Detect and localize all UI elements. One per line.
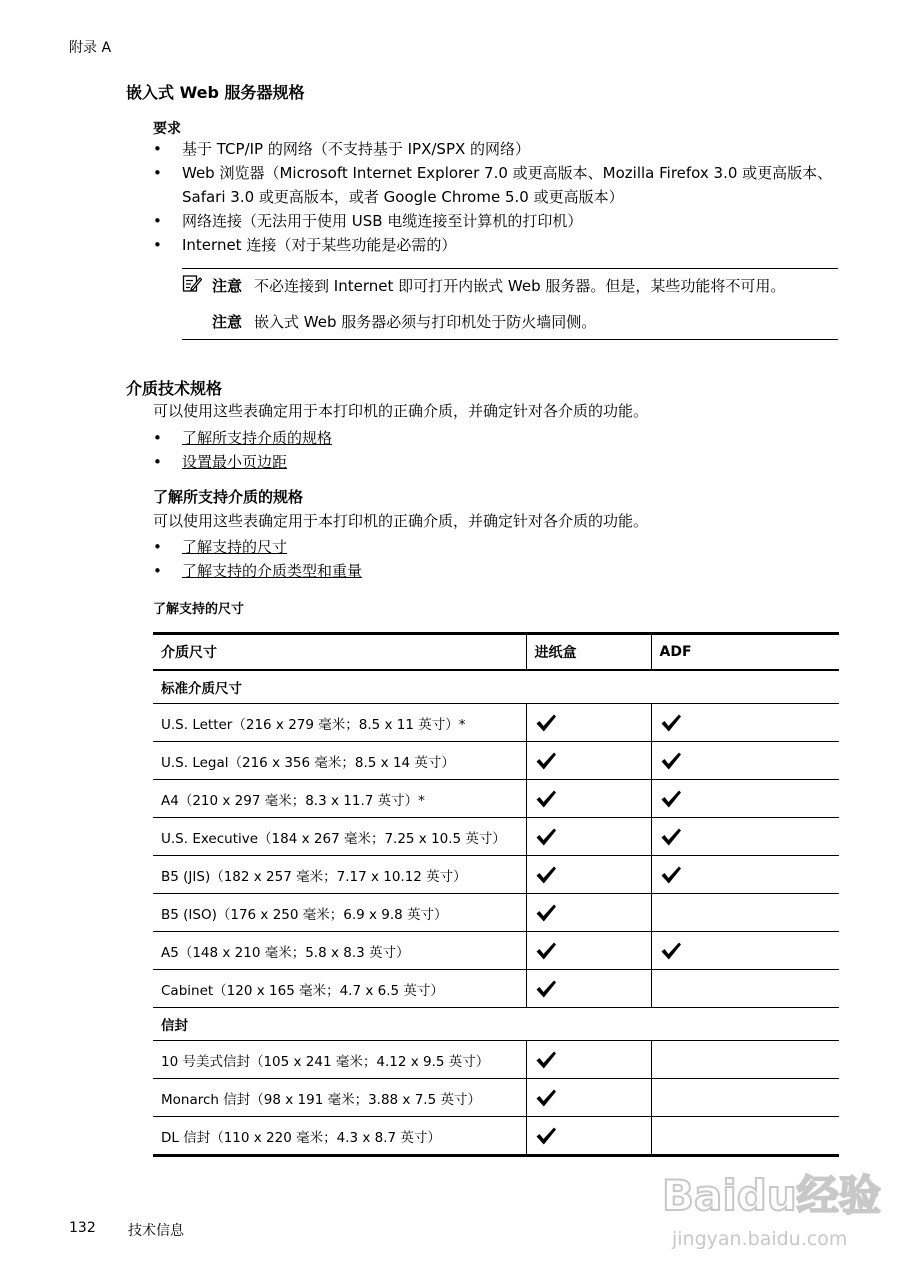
adf-cell xyxy=(651,894,839,932)
adf-cell xyxy=(651,704,839,742)
requirements-heading: 要求 xyxy=(153,121,181,137)
section-label: 信封 xyxy=(153,1008,839,1041)
checkmark-icon xyxy=(535,865,557,885)
list-item: • 了解支持的介质类型和重量 xyxy=(153,562,363,580)
media-size-cell: B5 (JIS)（182 x 257 毫米；7.17 x 10.12 英寸） xyxy=(153,856,526,894)
media-spec-title: 介质技术规格 xyxy=(126,379,223,398)
media-spec-links xyxy=(153,426,332,474)
media-size-cell: A4（210 x 297 毫米；8.3 x 11.7 英寸）* xyxy=(153,780,526,818)
table-section-row xyxy=(153,1008,839,1041)
checkmark-icon xyxy=(660,941,682,961)
supported-media-links xyxy=(153,535,362,583)
checkmark-icon xyxy=(660,789,682,809)
list-item: • 网络连接（无法用于使用 USB 电缆连接至计算机的打印机） xyxy=(153,212,583,230)
watermark-brand: Baidu经验 xyxy=(662,1171,881,1220)
table-row xyxy=(153,856,839,894)
table-row xyxy=(153,894,839,932)
checkmark-icon xyxy=(535,789,557,809)
tray-cell xyxy=(526,932,651,970)
adf-cell xyxy=(651,742,839,780)
table-header-row xyxy=(153,634,839,671)
note-label: 注意 xyxy=(212,313,243,331)
supported-sizes-link[interactable]: 了解支持的尺寸 xyxy=(182,538,288,556)
adf-cell xyxy=(651,1041,839,1079)
note-2 xyxy=(182,305,838,339)
list-item: • 基于 TCP/IP 的网络（不支持基于 IPX/SPX 的网络） xyxy=(153,140,531,158)
note-text: 不必连接到 Internet 即可打开内嵌式 Web 服务器。但是，某些功能将不可用。 xyxy=(254,277,786,295)
tray-cell xyxy=(526,780,651,818)
baidu-watermark-logo xyxy=(650,1160,900,1260)
adf-cell xyxy=(651,856,839,894)
supported-media-link[interactable]: 了解所支持介质的规格 xyxy=(182,429,333,447)
tray-cell xyxy=(526,704,651,742)
tray-cell xyxy=(526,894,651,932)
sizes-heading: 了解支持的尺寸 xyxy=(153,602,245,617)
media-size-cell: DL 信封（110 x 220 毫米；4.3 x 8.7 英寸） xyxy=(153,1117,526,1156)
media-size-cell: A5（148 x 210 毫米；5.8 x 8.3 英寸） xyxy=(153,932,526,970)
checkmark-icon xyxy=(535,1050,557,1070)
supported-media-intro: 可以使用这些表确定用于本打印机的正确介质，并确定针对各介质的功能。 xyxy=(153,512,649,530)
tray-cell xyxy=(526,1041,651,1079)
adf-cell xyxy=(651,1079,839,1117)
adf-cell xyxy=(651,932,839,970)
checkmark-icon xyxy=(660,827,682,847)
checkmark-icon xyxy=(535,1088,557,1108)
section-label: 标准介质尺寸 xyxy=(153,670,839,704)
note-box xyxy=(182,268,838,340)
tray-cell xyxy=(526,1117,651,1156)
media-size-table xyxy=(153,632,839,1157)
tray-cell xyxy=(526,1079,651,1117)
requirements-list xyxy=(153,137,843,257)
list-item: • Web 浏览器（Microsoft Internet Explorer 7.0 或更高版本、Mozilla Firefox 3.0 或更高版本、Safari 3.0 或更高版本，或者 Google Chrome 5.0 或更高版本） xyxy=(153,164,833,206)
note-label: 注意 xyxy=(212,277,243,295)
checkmark-icon xyxy=(535,1126,557,1146)
table-row xyxy=(153,818,839,856)
adf-cell xyxy=(651,818,839,856)
adf-cell xyxy=(651,780,839,818)
table-row xyxy=(153,742,839,780)
table-row xyxy=(153,932,839,970)
checkmark-icon xyxy=(535,713,557,733)
list-item: • 了解支持的尺寸 xyxy=(153,538,288,556)
media-size-cell: U.S. Executive（184 x 267 毫米；7.25 x 10.5 英寸） xyxy=(153,818,526,856)
table-body xyxy=(153,670,839,1156)
media-size-cell: 10 号美式信封（105 x 241 毫米；4.12 x 9.5 英寸） xyxy=(153,1041,526,1079)
media-size-cell: Cabinet（120 x 165 毫米；4.7 x 6.5 英寸） xyxy=(153,970,526,1008)
list-item: • 设置最小页边距 xyxy=(153,453,288,471)
ews-section-title: 嵌入式 Web 服务器规格 xyxy=(126,83,305,102)
media-spec-intro: 可以使用这些表确定用于本打印机的正确介质，并确定针对各介质的功能。 xyxy=(153,402,649,420)
tray-cell xyxy=(526,856,651,894)
list-item: • Internet 连接（对于某些功能是必需的） xyxy=(153,236,457,254)
tray-cell xyxy=(526,742,651,780)
table-row xyxy=(153,970,839,1008)
adf-cell xyxy=(651,1117,839,1156)
table-row xyxy=(153,1041,839,1079)
min-margins-link[interactable]: 设置最小页边距 xyxy=(182,453,288,471)
media-types-link[interactable]: 了解支持的介质类型和重量 xyxy=(182,562,363,580)
table-row xyxy=(153,780,839,818)
media-size-cell: B5 (ISO)（176 x 250 毫米；6.9 x 9.8 英寸） xyxy=(153,894,526,932)
note-1 xyxy=(182,269,838,305)
watermark-url: jingyan.baidu.com xyxy=(672,1228,848,1250)
media-size-cell: Monarch 信封（98 x 191 毫米；3.88 x 7.5 英寸） xyxy=(153,1079,526,1117)
checkmark-icon xyxy=(535,979,557,999)
table-section-row xyxy=(153,670,839,704)
col-header-tray: 进纸盒 xyxy=(526,634,651,671)
checkmark-icon xyxy=(535,941,557,961)
checkmark-icon xyxy=(660,751,682,771)
footer-section: 技术信息 xyxy=(128,1223,184,1239)
tray-cell xyxy=(526,818,651,856)
note-icon xyxy=(182,273,202,293)
table-row xyxy=(153,1079,839,1117)
list-item: • 了解所支持介质的规格 xyxy=(153,429,333,447)
tray-cell xyxy=(526,970,651,1008)
chapter-header: 附录 A xyxy=(69,40,112,56)
col-header-media-size: 介质尺寸 xyxy=(153,634,526,671)
checkmark-icon xyxy=(535,827,557,847)
col-header-adf: ADF xyxy=(651,634,839,671)
checkmark-icon xyxy=(660,865,682,885)
media-size-cell: U.S. Legal（216 x 356 毫米；8.5 x 14 英寸） xyxy=(153,742,526,780)
checkmark-icon xyxy=(660,713,682,733)
supported-media-title: 了解所支持介质的规格 xyxy=(153,488,304,506)
note-text: 嵌入式 Web 服务器必须与打印机处于防火墙同侧。 xyxy=(254,313,597,331)
page-number: 132 xyxy=(69,1220,96,1236)
checkmark-icon xyxy=(535,751,557,771)
adf-cell xyxy=(651,970,839,1008)
checkmark-icon xyxy=(535,903,557,923)
table-row xyxy=(153,1117,839,1156)
table-row xyxy=(153,704,839,742)
media-size-cell: U.S. Letter（216 x 279 毫米；8.5 x 11 英寸）* xyxy=(153,704,526,742)
